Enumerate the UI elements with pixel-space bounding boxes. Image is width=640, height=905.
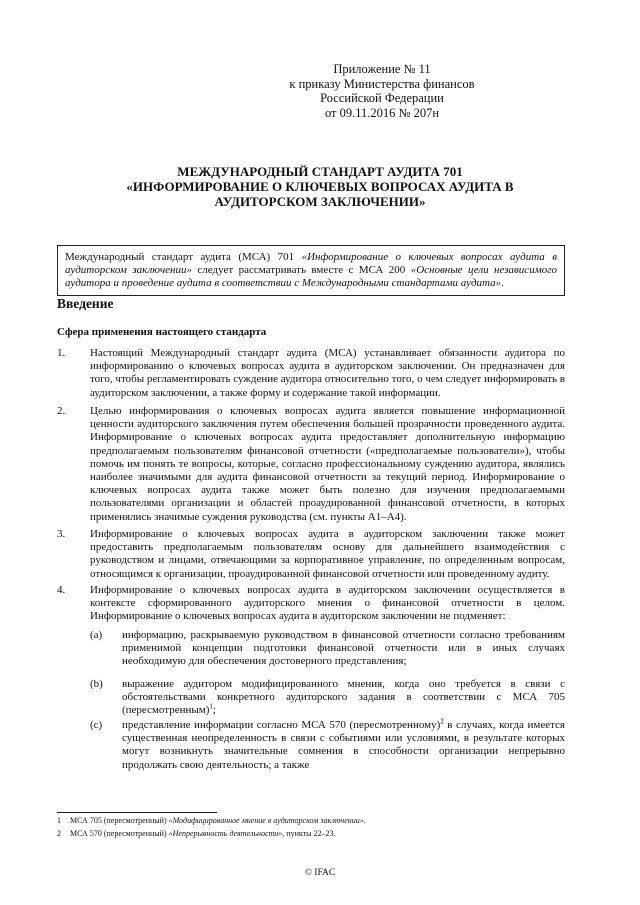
paragraph-text: Информирование о ключевых вопросах аудита в аудиторском заключении осуществляется в контексте сформированного аудиторского мнения о финансовой отчетности в целом. Информирование о ключевых вопросах аудита в аудиторском заключении не подменяет: [90, 584, 565, 623]
copyright-footer: © IFAC [304, 868, 336, 878]
paragraph-text: Целью информирования о ключевых вопросах аудита является повышение информационной ценности аудиторского заключения путем обеспечения большей прозрачности проведенного аудита. Информирование о ключевых вопросах аудита предоставляет дополнительную информацию предполагаемым пользователям финансовой отчетности («предполагаемые пользователи»), чтобы помочь им понять те вопросы, которые, согласно профессиональному суждению аудитора, являлись наиболее значимыми для аудита финансовой отчетности за текущий период. Информирование о ключевых вопросах аудита также может быть полезно для изучения предполагаемыми пользователями организации и областей проаудированной финансовой отчетности, в которых применялись значимые суждения руководства (см. пункты А1–А4). [90, 405, 565, 523]
section-subheading: Сфера применения настоящего стандарта [57, 326, 267, 338]
paragraph-2 [57, 405, 565, 524]
paragraph-4 [57, 584, 565, 624]
subitem-text: выражение аудитором модифицированного мнения, когда оно требуется в связи с обстоятельствами конкретного аудиторского задания в соответствии с МСА 705 (пересмотренным) [122, 678, 565, 717]
paragraph-3 [57, 528, 565, 581]
paragraph-1 [57, 347, 565, 400]
intro-italic-2: «Основные цели независимого аудитора и проведение аудита в соответствии с Международными стандартами аудита» [65, 264, 557, 289]
footnote-text: МСА 705 (пересмотренный) [70, 816, 169, 825]
paragraph-number: 1. [57, 347, 66, 359]
intro-text-2: следует рассматривать вместе с МСА 200 [192, 264, 411, 276]
footnote-ref-2: 2 [440, 717, 444, 726]
subitem-text: представление информации согласно МСА 570 (пересмотренному) [122, 719, 441, 731]
footnote-ref-1: 1 [209, 702, 213, 711]
annex-line-3: Российской Федерации [320, 91, 444, 105]
intro-italic-1: «Информирование о ключевых вопросах аудита в аудиторском заключении» [65, 251, 557, 276]
title-line-1: МЕЖДУНАРОДНЫЙ СТАНДАРТ АУДИТА 701 [177, 164, 463, 179]
paragraph-number: 2. [57, 405, 66, 417]
footnote-italic: «Непрерывность деятельности» [168, 829, 283, 838]
subitem-label: (a) [90, 629, 103, 641]
footnote-number: 1 [57, 816, 61, 825]
paragraph-text: Настоящий Международный стандарт аудита (МСА) устанавливает обязанности аудитора по информированию о ключевых вопросах аудита в аудиторском заключении. Он предназначен для того, чтобы регламентировать суждение аудитора относительно того, о чем следует информировать в аудиторском заключении, а также форму и содержание такой информации. [90, 347, 565, 399]
footnote-italic: «Модифицированное мнение в аудиторском заключении» [168, 816, 364, 825]
title-line-3: АУДИТОРСКОМ ЗАКЛЮЧЕНИИ» [214, 194, 426, 209]
footnote-tail: , пункты 22–23. [282, 829, 336, 838]
footnote-divider [57, 812, 217, 813]
subitem-b [90, 678, 565, 718]
footnote-number: 2 [57, 829, 61, 838]
subitem-label: (c) [90, 719, 103, 731]
subitem-label: (b) [90, 678, 103, 690]
footnote-1 [57, 816, 565, 826]
title-line-2: «ИНФОРМИРОВАНИЕ О КЛЮЧЕВЫХ ВОПРОСАХ АУДИТА В [126, 179, 514, 194]
annex-line-2: к приказу Министерства финансов [289, 76, 475, 91]
section-heading: Введение [57, 296, 114, 311]
annex-line-4: от 09.11.2016 № 207н [324, 105, 440, 120]
footnote-text: МСА 570 (пересмотренный) [70, 829, 169, 838]
paragraph-text: Информирование о ключевых вопросах аудита в аудиторском заключении также может предоставить предполагаемым пользователям основу для дальнейшего взаимодействия с руководством и лицами, отвечающими за корпоративное управление, по определенным вопросам, относящимся к организации, проаудированной финансовой отчетности или проведенному аудиту. [90, 528, 565, 580]
subitem-c [90, 719, 565, 772]
subitem-tail: ; [212, 704, 216, 717]
subitem-text: информацию, раскрываемую руководством в финансовой отчетности согласно требованиям применимой концепции подготовки финансовой отчетности или в иных случаях необходимую для обеспечения достоверного представления; [122, 629, 565, 668]
document-title [60, 164, 580, 209]
paragraph-number: 3. [57, 528, 66, 540]
subitem-tail: в случаях, когда имеется существенная неопределенность в связи с событиями или условиями, в результате которых могут возникнуть значительные сомнения в способности организации непрерывно продолжать свою деятельность; а также [122, 719, 565, 771]
intro-box [57, 245, 565, 296]
annex-header [262, 62, 502, 120]
footnote-2 [57, 829, 565, 839]
paragraph-number: 4. [57, 584, 66, 596]
annex-line-1: Приложение № 11 [333, 62, 431, 76]
footnote-tail: . [363, 816, 366, 825]
intro-text-3: . [501, 277, 504, 289]
intro-text-1: Международный стандарт аудита (МСА) 701 [65, 251, 302, 263]
subitem-a [90, 629, 565, 669]
